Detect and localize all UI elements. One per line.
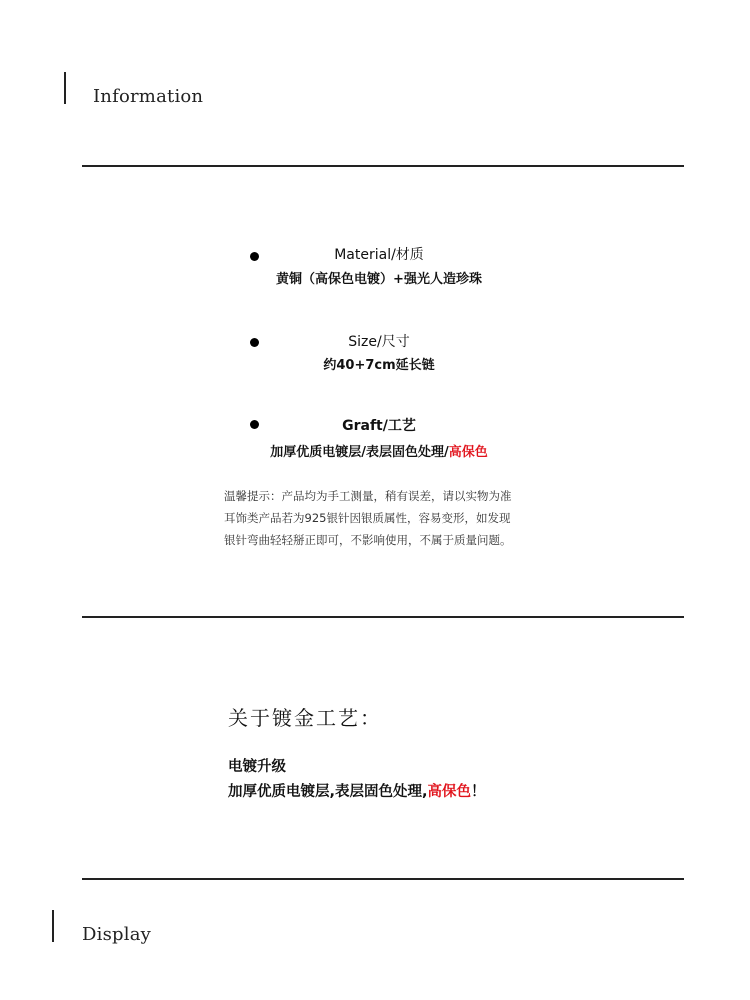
spec-material-label: Material/材质	[334, 247, 424, 263]
plating-upgrade: 电镀升级	[228, 759, 286, 775]
divider-middle	[82, 616, 684, 618]
plating-description-highlight: 高保色	[427, 784, 472, 800]
spec-craft-value-main: 加厚优质电镀层/表层固色处理/	[270, 445, 449, 460]
notice-line: 温馨提示：产品均为手工测量，稍有误差，请以实物为准	[224, 489, 512, 503]
spec-craft-value-highlight: 高保色	[448, 445, 488, 460]
information-accent-bar	[64, 72, 66, 104]
divider-top	[82, 165, 684, 167]
spec-material-value: 黄铜（高保色电镀）+强光人造珍珠	[276, 272, 482, 287]
spec-craft-label: Graft/工艺	[342, 418, 416, 434]
plating-title: 关于镀金工艺：	[228, 706, 382, 730]
plating-description-main: 加厚优质电镀层,表层固色处理,	[228, 784, 428, 800]
display-heading: Display	[82, 924, 152, 945]
care-notice	[224, 485, 554, 551]
spec-size-label: Size/尺寸	[348, 334, 410, 350]
spec-size-value: 约40+7cm延长链	[323, 358, 435, 373]
plating-description	[228, 780, 486, 801]
display-accent-bar	[52, 910, 54, 942]
notice-line: 耳饰类产品若为925银针因银质属性，容易变形，如发现	[224, 511, 511, 525]
plating-description-end: ！	[471, 784, 486, 800]
divider-bottom	[82, 878, 684, 880]
spec-craft-value	[230, 441, 528, 460]
notice-line: 银针弯曲轻轻掰正即可，不影响使用，不属于质量问题。	[224, 533, 512, 547]
information-heading: Information	[93, 86, 204, 107]
